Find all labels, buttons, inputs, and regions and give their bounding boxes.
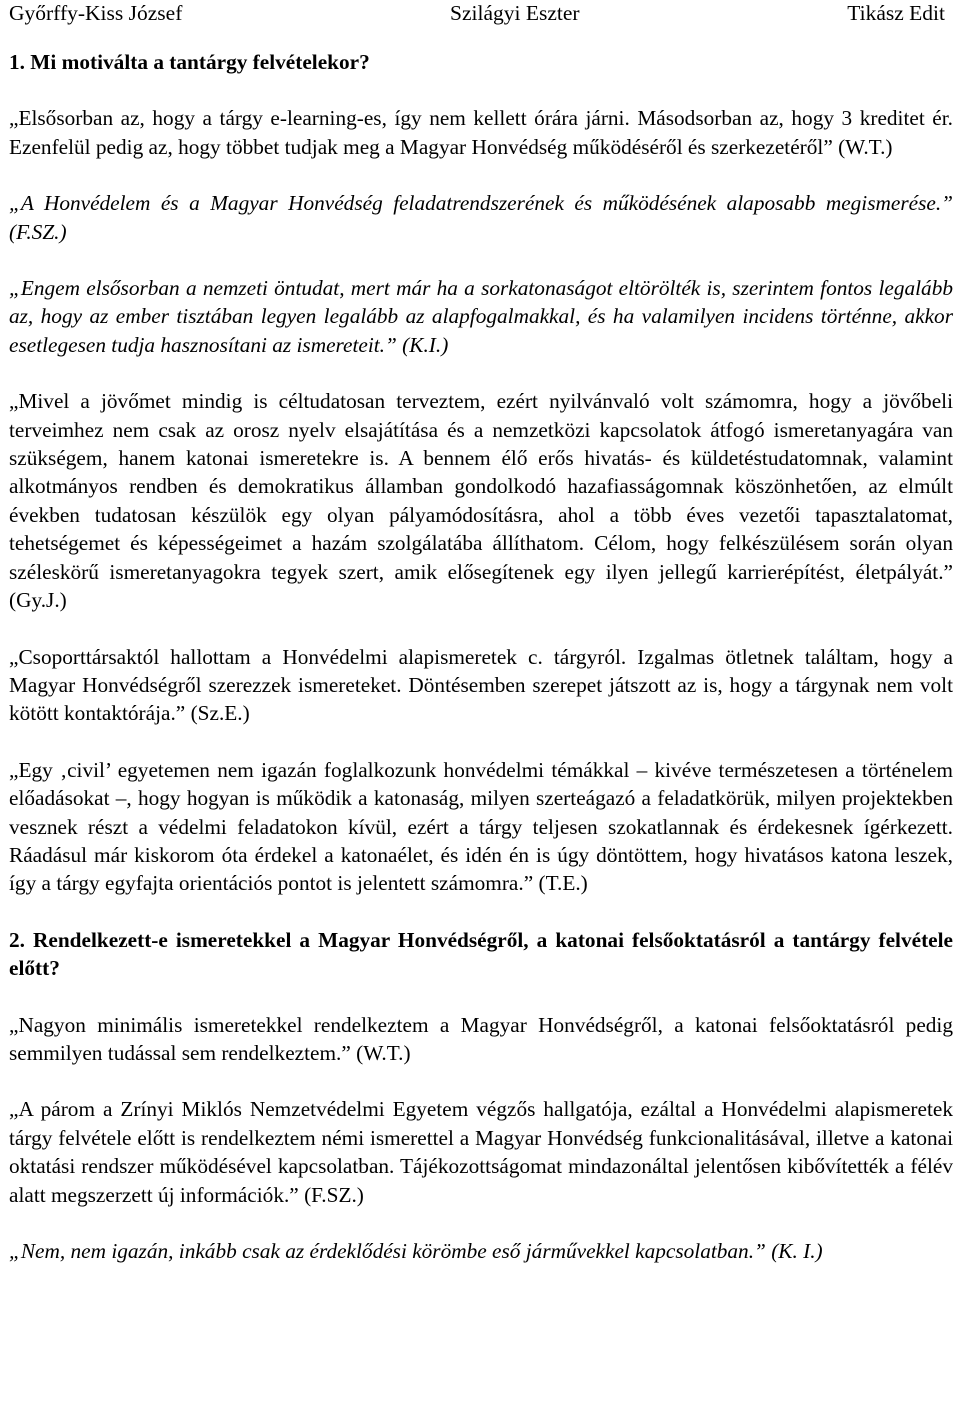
answer-gyj-1: „Mivel a jövőmet mindig is céltudatosan terveztem, ezért nyilvánvaló volt számomra, hogy a jövőbeli terveimhez nem csak az orosz nyelv elsajátítása és a nemzetközi kapcsolatok átfogó ismeretanyagára van szükségem, hanem katonai ismeretekre is. A bennem élő erős hivatás- és küldetéstudatomnak, valamint alkotmányos rendben és demokratikus államban gondolkodó hazafiasságomnak köszönhetően, az elmúlt években tudatosan készülök egy olyan pályamódosításra, ahol a több éves vezetői tapasztalatomat, tehetségemet és képességeimet a hazám szolgálatába állíthatom. Célom, hogy felkészülésem során olyan széleskörű ismeretanyagokra tegyek szert, amik elősegítenek egy ilyen jellegű karrierépítést, életpályát.” (Gy.J.) <box>9 389 953 613</box>
answer-fsz-2: „A párom a Zrínyi Miklós Nemzetvédelmi Egyetem végzős hallgatója, ezáltal a Honvédelmi alapismeretek tárgy felvétele előtt is rendelkeztem némi ismerettel a Magyar Honvédség funkcionalitásával, illetve a katonai oktatási rendszer működésével kapcsolatban. Tájékozottságomat mindazonáltal jelentősen kibővítették a félév alatt megszerzett új információk.” (F.SZ.) <box>9 1097 953 1207</box>
question-2: 2. Rendelkezett-e ismeretekkel a Magyar Honvédségről, a katonai felsőoktatásról a tantárgy felvétele előtt? <box>9 927 953 981</box>
header-author-1: Győrffy-Kiss József <box>9 1 183 25</box>
answer-fsz-1: „A Honvédelem és a Magyar Honvédség feladatrendszerének és működésének alaposabb megismerése.” (F.SZ.) <box>9 191 953 244</box>
answer-sze-1: „Csoporttársaktól hallottam a Honvédelmi alapismeretek c. tárgyról. Izgalmas ötletnek találtam, hogy a Magyar Honvédségről szerezzek ismereteket. Döntésemben szerepet játszott az is, hogy a tárgynak nem volt kötött kontaktórája.” (Sz.E.) <box>9 644 953 726</box>
page-header <box>9 0 953 27</box>
header-author-3: Tikász Edit <box>847 1 945 25</box>
answer-wt-1: „Elsősorban az, hogy a tárgy e-learning-es, így nem kellett órára járni. Másodsorban az, hogy 3 kreditet ér. Ezenfelül pedig az, hogy többet tudjak meg a Magyar Honvédség működéséről és szerkezetéről” (W.T.) <box>9 106 953 159</box>
answer-ki-2: „Nem, nem igazán, inkább csak az érdeklődési körömbe eső járművekkel kapcsolatban.” (K. I.) <box>9 1239 823 1263</box>
document-page <box>9 0 953 1265</box>
answer-wt-2: „Nagyon minimális ismeretekkel rendelkeztem a Magyar Honvédségről, a katonai felsőoktatásról pedig semmilyen tudással sem rendelkeztem.” (W.T.) <box>9 1012 953 1065</box>
answer-ki-1: „Engem elsősorban a nemzeti öntudat, mert már ha a sorkatonaságot eltörölték is, szerintem fontos legalább az, hogy az ember tisztában legyen legalább az alapfogalmakkal, és ha valamilyen incidens történne, akkor esetlegesen tudja hasznosítani az ismereteit.” (K.I.) <box>9 276 953 357</box>
header-author-2: Szilágyi Eszter <box>450 1 580 25</box>
answer-te-1: „Egy ‚civil’ egyetemen nem igazán foglalkozunk honvédelmi témákkal – kivéve természetesen a történelem előadásokat –, hogy hogyan is működik a katonaság, milyen szerteágazó a feladatkörük, milyen projektekben vesznek részt a védelmi feladatokon kívül, ezért a tárgy teljesen szokatlannak és érdekesnek ígérkezett. Ráadásul már kiskorom óta érdekel a katonaélet, és idén én is úgy döntöttem, hogy hivatásos katona leszek, így a tárgy egyfajta orientációs pontot is jelentett számomra.” (T.E.) <box>9 757 953 896</box>
question-1: 1. Mi motiválta a tantárgy felvételekor? <box>9 50 370 74</box>
